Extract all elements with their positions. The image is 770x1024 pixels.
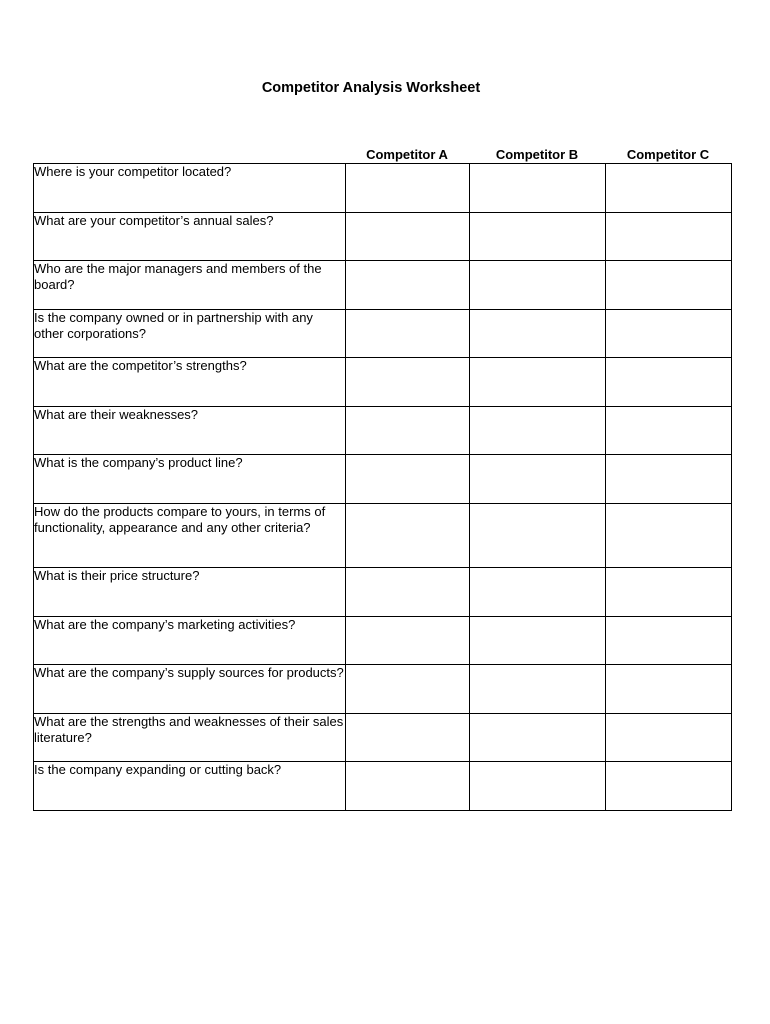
- answer-cell-competitor-b[interactable]: [470, 762, 606, 811]
- question-cell: What is their price structure?: [34, 568, 346, 617]
- answer-cell-competitor-c[interactable]: [606, 358, 732, 407]
- column-headers: [345, 147, 731, 164]
- answer-cell-competitor-b[interactable]: [470, 261, 606, 310]
- answer-cell-competitor-a[interactable]: [346, 212, 470, 261]
- question-cell: Who are the major managers and members of the board?: [34, 261, 346, 310]
- answer-cell-competitor-a[interactable]: [346, 358, 470, 407]
- answer-cell-competitor-b[interactable]: [470, 455, 606, 504]
- column-header-competitor-b: Competitor B: [495, 147, 579, 162]
- answer-cell-competitor-a[interactable]: [346, 616, 470, 665]
- answer-cell-competitor-b[interactable]: [470, 665, 606, 714]
- answer-cell-competitor-a[interactable]: [346, 762, 470, 811]
- answer-cell-competitor-b[interactable]: [470, 503, 606, 568]
- question-cell: What are the company’s marketing activities?: [34, 616, 346, 665]
- table-row: [34, 455, 732, 504]
- question-cell: Is the company owned or in partnership with any other corporations?: [34, 309, 346, 358]
- table-row: [34, 713, 732, 762]
- question-cell: Where is your competitor located?: [34, 164, 346, 213]
- answer-cell-competitor-c[interactable]: [606, 762, 732, 811]
- question-cell: Is the company expanding or cutting back?: [34, 762, 346, 811]
- table-row: [34, 406, 732, 455]
- question-cell: What is the company’s product line?: [34, 455, 346, 504]
- answer-cell-competitor-a[interactable]: [346, 713, 470, 762]
- answer-cell-competitor-a[interactable]: [346, 455, 470, 504]
- answer-cell-competitor-c[interactable]: [606, 406, 732, 455]
- answer-cell-competitor-a[interactable]: [346, 406, 470, 455]
- answer-cell-competitor-b[interactable]: [470, 164, 606, 213]
- answer-cell-competitor-c[interactable]: [606, 164, 732, 213]
- answer-cell-competitor-c[interactable]: [606, 503, 732, 568]
- table-row: [34, 762, 732, 811]
- answer-cell-competitor-c[interactable]: [606, 212, 732, 261]
- table-row: [34, 164, 732, 213]
- table-row: [34, 358, 732, 407]
- table-row: [34, 261, 732, 310]
- answer-cell-competitor-b[interactable]: [470, 309, 606, 358]
- question-cell: How do the products compare to yours, in terms of functionality, appearance and any other criteria?: [34, 503, 346, 568]
- answer-cell-competitor-b[interactable]: [470, 212, 606, 261]
- answer-cell-competitor-b[interactable]: [470, 616, 606, 665]
- column-header-competitor-c: Competitor C: [626, 147, 710, 162]
- question-cell: What are their weaknesses?: [34, 406, 346, 455]
- table-row: [34, 309, 732, 358]
- table-row: [34, 616, 732, 665]
- answer-cell-competitor-a[interactable]: [346, 164, 470, 213]
- table-row: [34, 503, 732, 568]
- answer-cell-competitor-c[interactable]: [606, 713, 732, 762]
- answer-cell-competitor-c[interactable]: [606, 261, 732, 310]
- answer-cell-competitor-c[interactable]: [606, 568, 732, 617]
- answer-cell-competitor-b[interactable]: [470, 713, 606, 762]
- table-row: [34, 568, 732, 617]
- answer-cell-competitor-a[interactable]: [346, 665, 470, 714]
- table-row: [34, 665, 732, 714]
- answer-cell-competitor-c[interactable]: [606, 616, 732, 665]
- column-header-competitor-a: Competitor A: [366, 147, 448, 162]
- question-cell: What are your competitor’s annual sales?: [34, 212, 346, 261]
- answer-cell-competitor-b[interactable]: [470, 568, 606, 617]
- answer-cell-competitor-a[interactable]: [346, 309, 470, 358]
- answer-cell-competitor-c[interactable]: [606, 309, 732, 358]
- answer-cell-competitor-b[interactable]: [470, 406, 606, 455]
- answer-cell-competitor-c[interactable]: [606, 455, 732, 504]
- question-cell: What are the company’s supply sources for products?: [34, 665, 346, 714]
- answer-cell-competitor-c[interactable]: [606, 665, 732, 714]
- answer-cell-competitor-a[interactable]: [346, 503, 470, 568]
- table-row: [34, 212, 732, 261]
- answer-cell-competitor-a[interactable]: [346, 261, 470, 310]
- question-cell: What are the strengths and weaknesses of their sales literature?: [34, 713, 346, 762]
- answer-cell-competitor-b[interactable]: [470, 358, 606, 407]
- worksheet-table: [33, 163, 732, 811]
- page-title: Competitor Analysis Worksheet: [261, 80, 481, 96]
- question-cell: What are the competitor’s strengths?: [34, 358, 346, 407]
- answer-cell-competitor-a[interactable]: [346, 568, 470, 617]
